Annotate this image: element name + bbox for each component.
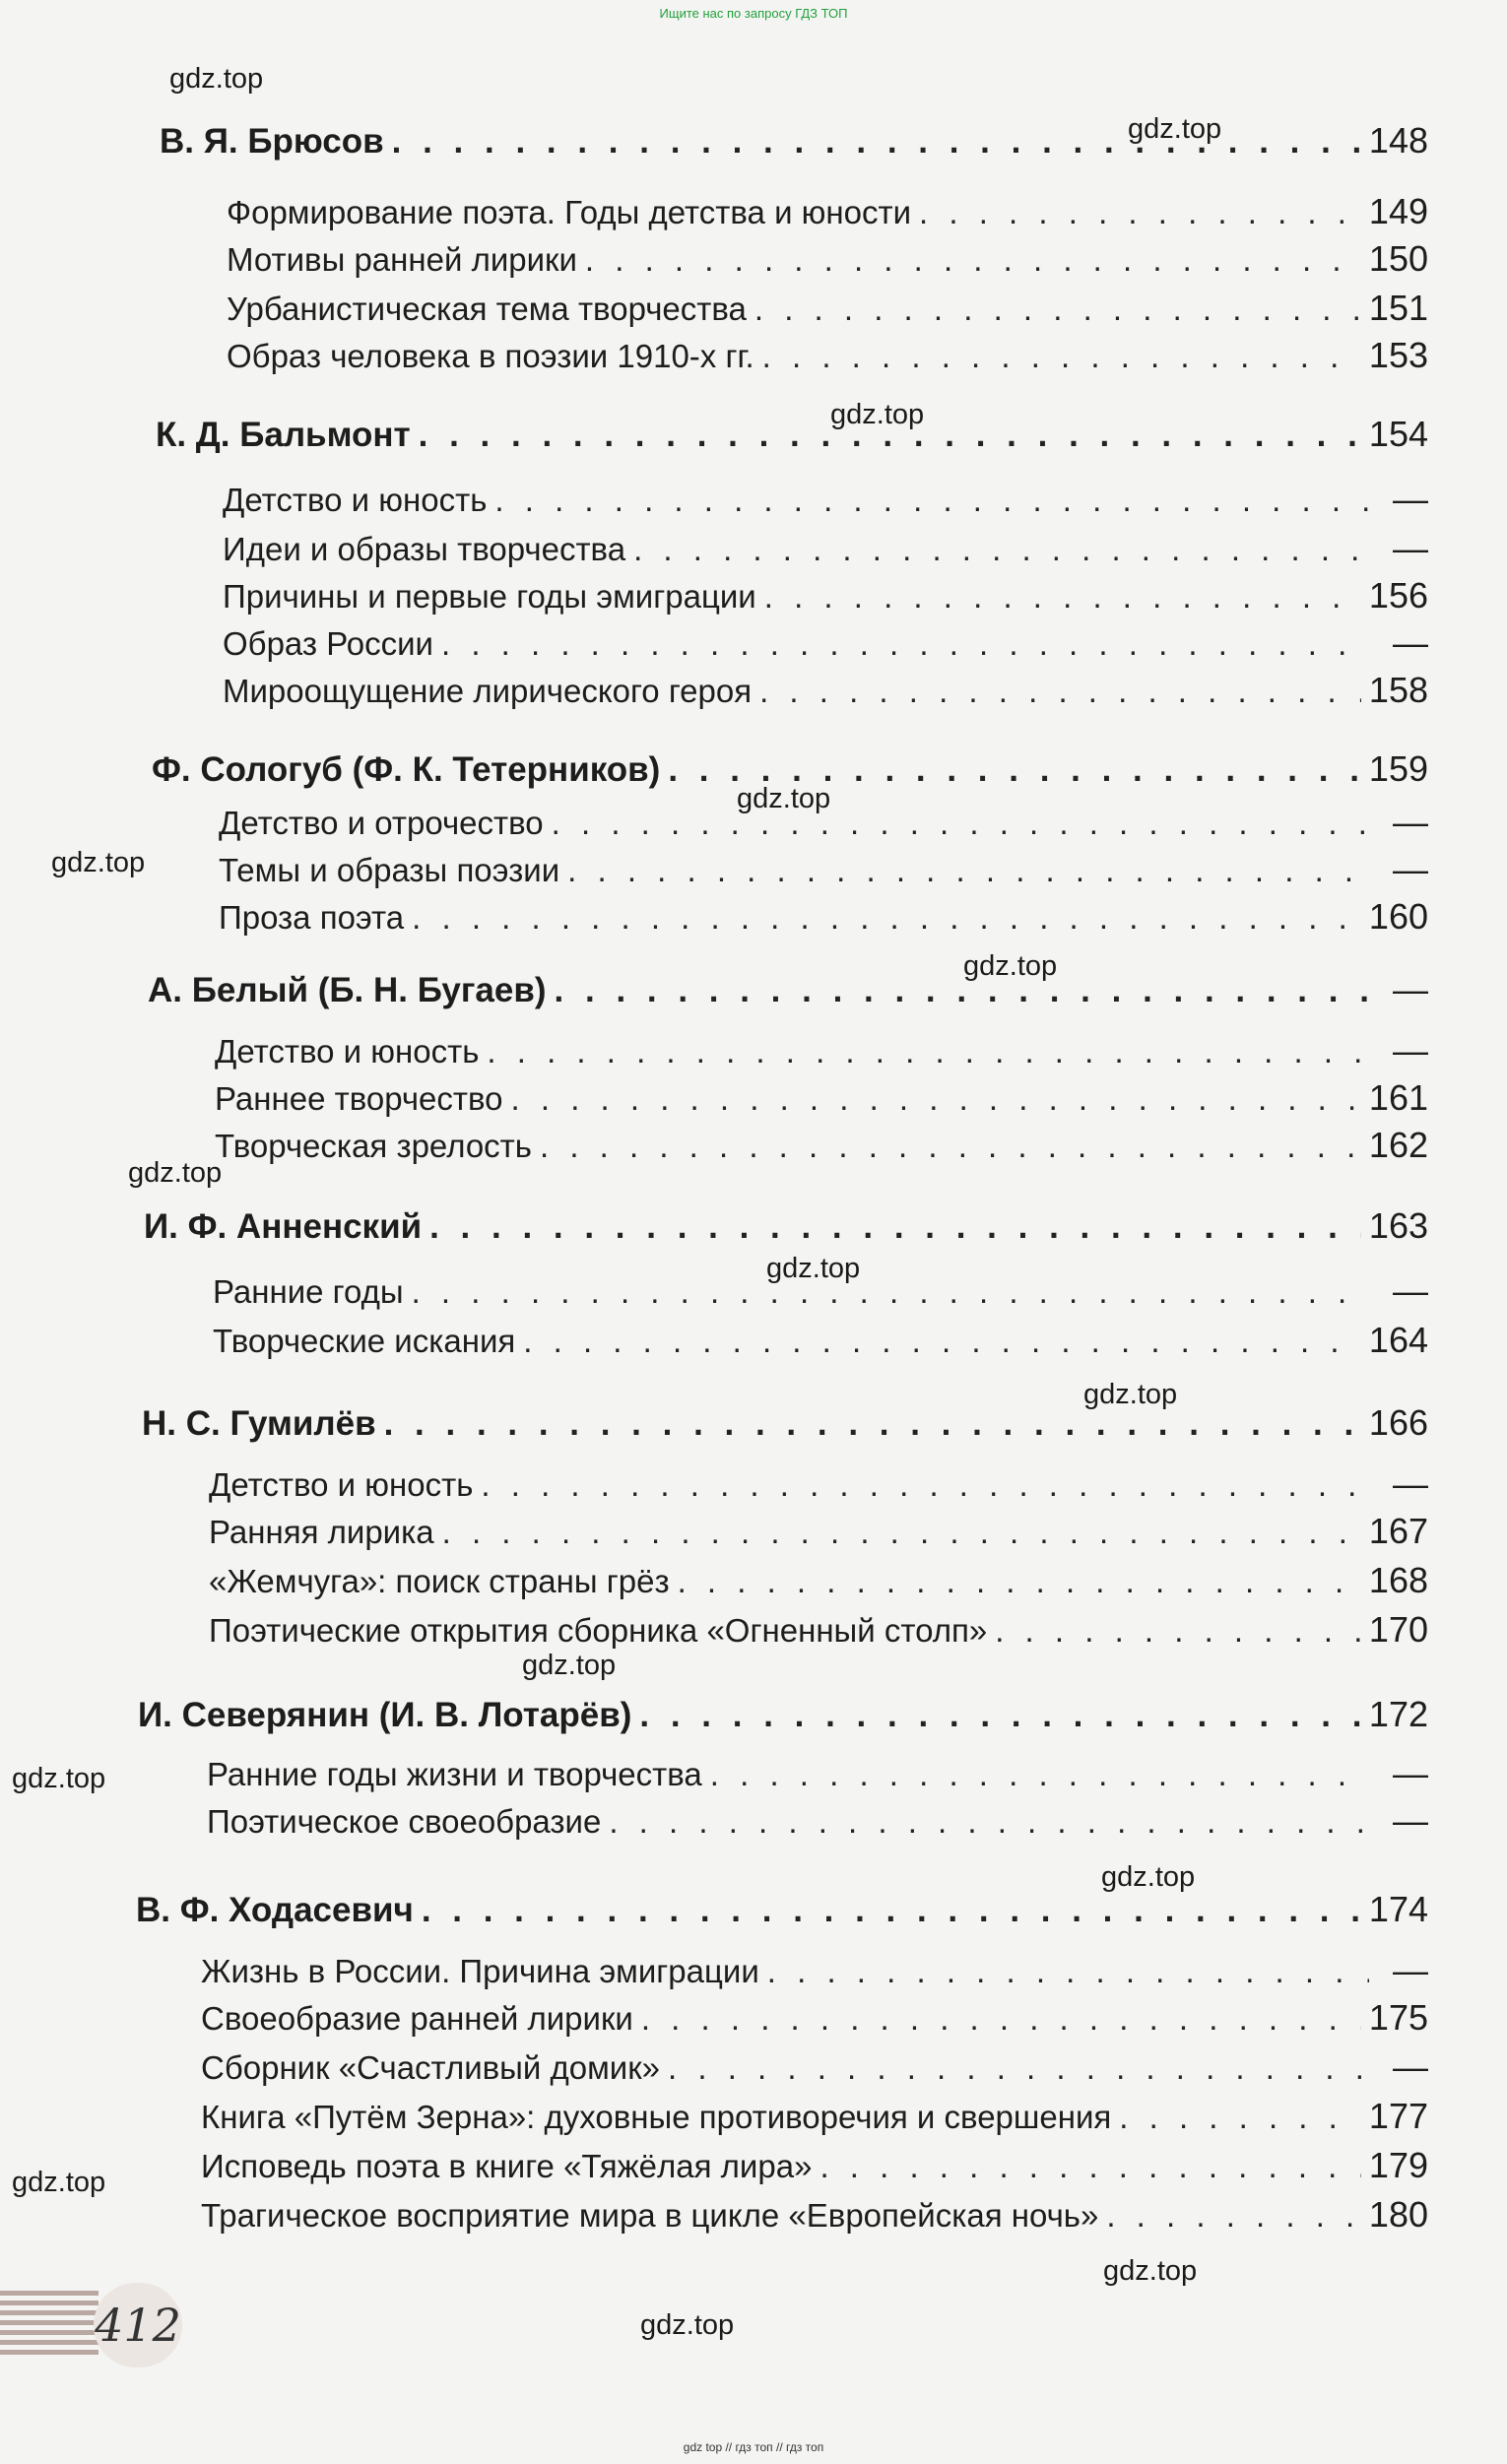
toc-item: «Жемчуга»: поиск страны грёз . . . 168	[209, 1560, 1428, 1601]
toc-item: Жизнь в России. Причина эмиграции . . . —	[201, 1950, 1428, 1991]
watermark: gdz.top	[169, 63, 264, 95]
toc-item: Ранние годы жизни и творчества . . . —	[207, 1753, 1428, 1794]
toc-item: Трагическое восприятие мира в цикле «Европейская ночь» . . . 180	[201, 2194, 1428, 2236]
toc-item: Своеобразие ранней лирики . . . 175	[201, 1997, 1428, 2039]
toc-item: Исповедь поэта в книге «Тяжёлая лира» . . . 179	[201, 2145, 1428, 2186]
top-banner: Ищите нас по запросу ГДЗ ТОП	[659, 6, 848, 21]
toc-item: Ранняя лирика . . . 167	[209, 1511, 1428, 1552]
toc-author: А. Белый (Б. Н. Бугаев) . . . —	[148, 969, 1428, 1010]
page-number-badge	[0, 2283, 192, 2371]
watermark: gdz.top	[1083, 1379, 1178, 1410]
toc-item: Формирование поэта. Годы детства и юности . . . 149	[227, 191, 1428, 232]
toc-item: Урбанистическая тема творчества . . . 151	[227, 288, 1428, 329]
toc-author: К. Д. Бальмонт . . . 154	[156, 414, 1428, 455]
toc-item: Образ человека в поэзии 1910-х гг. . . . 153	[227, 335, 1428, 376]
toc-item: Детство и юность . . . —	[223, 479, 1428, 520]
toc-item: Детство и отрочество . . . —	[219, 802, 1428, 843]
toc-item: Мотивы ранней лирики . . . 150	[227, 238, 1428, 280]
watermark: gdz.top	[640, 2309, 735, 2341]
toc-item: Причины и первые годы эмиграции . . . 156	[223, 575, 1428, 616]
watermark: gdz.top	[963, 950, 1058, 982]
toc-author: И. Ф. Анненский . . . 163	[144, 1205, 1428, 1247]
watermark: gdz.top	[128, 1157, 223, 1189]
decorative-stripes	[0, 2291, 98, 2360]
toc-author: И. Северянин (И. В. Лотарёв) . . . 172	[138, 1694, 1428, 1735]
watermark: gdz.top	[51, 847, 146, 878]
toc-item: Поэтическое своеобразие . . . —	[207, 1800, 1428, 1842]
toc-item: Детство и юность . . . —	[209, 1463, 1428, 1505]
toc-item: Творческая зрелость . . . 162	[215, 1125, 1428, 1166]
page-number: 412	[94, 2283, 182, 2367]
toc-item: Идеи и образы творчества . . . —	[223, 528, 1428, 569]
toc-item: Темы и образы поэзии . . . —	[219, 849, 1428, 890]
bottom-banner: gdz top // гдз топ // гдз топ	[683, 2440, 824, 2454]
toc-item: Сборник «Счастливый домик» . . . —	[201, 2046, 1428, 2088]
watermark: gdz.top	[1128, 113, 1222, 145]
toc-item: Поэтические открытия сборника «Огненный столп» . . . 170	[209, 1609, 1428, 1651]
toc-author: В. Я. Брюсов . . . 148	[160, 120, 1428, 162]
watermark: gdz.top	[830, 399, 925, 430]
toc-item: Детство и юность . . . —	[215, 1030, 1428, 1071]
watermark: gdz.top	[766, 1253, 861, 1284]
watermark: gdz.top	[12, 2167, 106, 2198]
watermark: gdz.top	[522, 1650, 617, 1681]
toc-author: Н. С. Гумилёв . . . 166	[142, 1402, 1428, 1444]
toc-item: Ранние годы . . . —	[213, 1270, 1428, 1312]
toc-item: Мироощущение лирического героя . . . 158	[223, 670, 1428, 711]
toc-item: Творческие искания . . . 164	[213, 1320, 1428, 1361]
toc-item: Раннее творчество . . . 161	[215, 1077, 1428, 1119]
toc-item: Образ России . . . —	[223, 622, 1428, 664]
toc-author: В. Ф. Ходасевич . . . 174	[136, 1889, 1428, 1930]
toc-author: Ф. Сологуб (Ф. К. Тетерников) . . . 159	[152, 748, 1428, 790]
watermark: gdz.top	[1103, 2255, 1198, 2287]
watermark: gdz.top	[737, 783, 831, 814]
watermark: gdz.top	[1101, 1861, 1196, 1893]
toc-item: Проза поэта . . . 160	[219, 896, 1428, 938]
watermark: gdz.top	[12, 1763, 106, 1794]
toc-item: Книга «Путём Зерна»: духовные противоречия и свершения . . . 177	[201, 2096, 1428, 2137]
